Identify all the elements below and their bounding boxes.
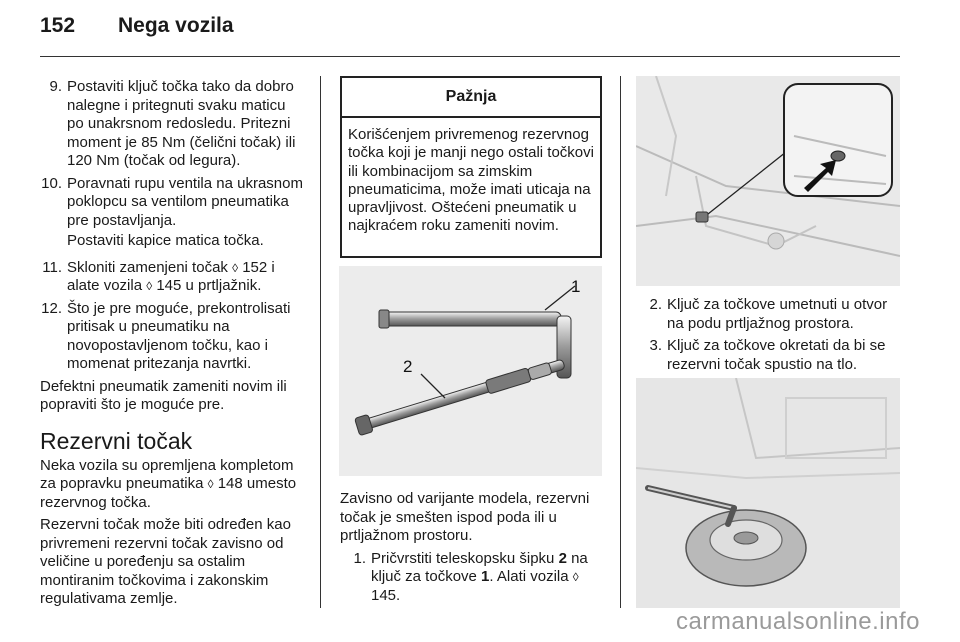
spare-wheel-illustration	[636, 378, 900, 608]
figure-label-1: 1	[571, 277, 581, 296]
left-column	[40, 78, 306, 613]
item-number: 3.	[649, 337, 662, 354]
item-text: Postaviti ključ točka tako da dobro nalegne i pritegnuti svaku maticu po unakrsnom redosledu. Pritezni moment je 85 Nm (čelični točak) ili 120 Nm (točak od legura).	[67, 78, 296, 169]
item-text: Što je pre moguće, prekontrolisati pritisak u pneumatiku na novopostavljenom točku, kao i momenat pritezanja navrtki.	[67, 299, 291, 372]
item-text: Poravnati rupu ventila na ukrasnom poklopcu sa ventilom pneumatika pre postavljanja.	[67, 174, 303, 229]
item-number: 11.	[42, 258, 62, 276]
item-number: 1.	[353, 549, 366, 567]
middle-column-text	[340, 490, 605, 609]
page-header	[40, 14, 234, 38]
notice-title: Pažnja	[342, 78, 600, 118]
notice-body: Korišćenjem privremenog rezervnog točka koji je manji nego ostali točkovi ili kombinacijom sa zimskim pneumaticima, može imati uticaja na upravljivost. Oštećeni pneumatik u najkraćem roku zameniti novim.	[348, 126, 594, 235]
wrench-illustration	[339, 266, 602, 476]
item-subtext: Postaviti kapice matica točka.	[67, 232, 264, 249]
page-ref-icon: ◊	[207, 477, 214, 491]
list-item: 1. Pričvrstiti teleskopsku šipku 2 na ključ za točkove 1. Alati vozila ◊ 145.	[340, 550, 605, 606]
wrench-end	[379, 310, 389, 328]
callout-line-2	[421, 374, 445, 398]
item-number: 12.	[41, 299, 62, 317]
right-column-text	[636, 296, 902, 378]
item-number: 9.	[49, 78, 62, 95]
page-number: 152	[40, 14, 76, 37]
notice-box	[340, 76, 602, 258]
list-item	[40, 300, 306, 374]
telescopic-rod	[355, 355, 567, 435]
list-item	[40, 78, 306, 171]
spare-wheel-figure	[636, 378, 900, 608]
paragraph: Zavisno od varijante modela, rezervni točak je smešten ispod poda ili u prtljažnom prostoru.	[340, 490, 590, 544]
page-ref-icon: ◊	[232, 260, 239, 275]
list-item: 11. Skloniti zamenjeni točak ◊ 152 i alate vozila ◊ 145 u prtljažnik.	[40, 259, 306, 296]
trunk-floor-figure	[636, 76, 900, 286]
column-divider-1	[320, 76, 321, 608]
list-item	[636, 296, 902, 333]
watermark: carmanualsonline.info	[676, 608, 920, 635]
section-heading: Rezervni točak	[40, 427, 193, 454]
page-ref-icon: ◊	[572, 570, 579, 584]
floor-opening-icon	[696, 212, 708, 222]
column-divider-2	[620, 76, 621, 608]
list-item	[636, 337, 902, 374]
item-text: Ključ za točkove okretati da bi se rezervni točak spustio na tlo.	[667, 337, 886, 373]
page-ref-icon: ◊	[146, 279, 153, 293]
figure-label-2: 2	[403, 357, 413, 376]
paragraph: Rezervni točak može biti određen kao privremeni rezervni točak zavisno od veličine u poređenju sa ostalim montiranim točkovima i zakonskim regulativama zemlje.	[40, 516, 291, 607]
item-number: 2.	[649, 296, 662, 313]
chapter-title: Nega vozila	[118, 14, 234, 37]
tools-figure	[339, 266, 602, 476]
item-number: 10.	[41, 174, 62, 192]
header-rule	[40, 56, 900, 57]
wheel-wrench-shaft	[383, 312, 561, 326]
paragraph: Neka vozila su opremljena kompletom za popravku pneumatika ◊ 148 umesto rezervnog točka.	[40, 456, 297, 511]
paragraph: Defektni pneumatik zameniti novim ili popraviti što je moguće pre.	[40, 377, 287, 413]
trunk-illustration	[636, 76, 900, 286]
item-text: Ključ za točkove umetnuti u otvor na podu prtljažnog prostora.	[667, 296, 888, 332]
list-item	[40, 175, 306, 255]
